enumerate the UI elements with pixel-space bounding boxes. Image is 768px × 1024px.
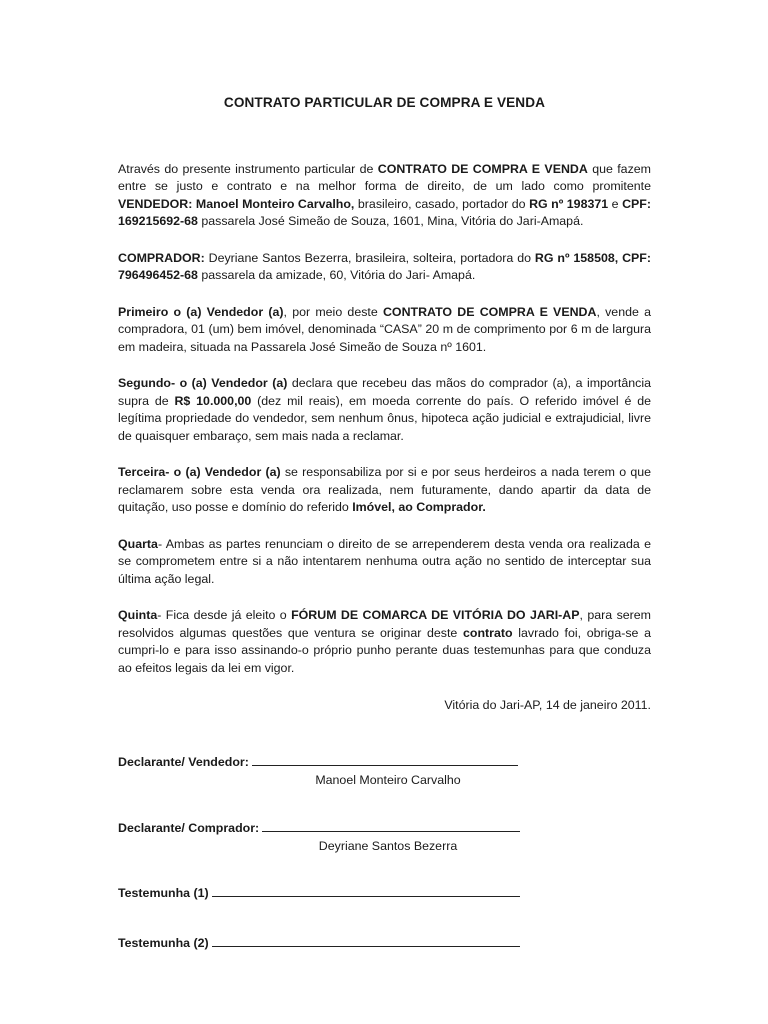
buyer-paragraph [118,250,651,285]
clause-heading: Primeiro o (a) Vendedor (a) [118,304,284,319]
contract-document [118,94,651,964]
intro-contract-type: CONTRATO DE COMPRA E VENDA [377,161,588,176]
witness2-signature-line [212,934,520,947]
buyer-signature-label: Declarante/ Comprador: [118,820,260,835]
seller-rg: RG nº 198371 [529,196,609,211]
seller-signature-label: Declarante/ Vendedor: [118,754,249,769]
clause-heading: Quarta [118,536,158,551]
clause-bold-text: Imóvel, ao Comprador. [352,500,486,514]
buyer-documents: RG nº 158508, CPF: 796496452-68 [118,250,651,282]
witness1-signature-label: Testemunha (1) [118,885,209,900]
price-amount: R$ 10.000,00 [174,393,252,408]
witness1-signature-block [118,884,651,934]
clause-heading: Terceira- o (a) Vendedor (a) [118,465,281,479]
witness2-signature-block [118,934,651,964]
clause-heading: Segundo- o (a) Vendedor (a) [118,376,288,390]
buyer-signature-block [118,819,651,884]
clause-second [118,375,651,445]
clause-heading: Quinta [118,608,158,622]
clause-fourth [118,536,651,589]
seller-cpf: CPF: 169215692-68 [118,196,652,228]
clause-text: , para serem resolvidos algumas questões que ventura se originar deste [118,608,651,640]
clause-text: lavrado foi, obriga-se a cumpri-lo e para isso assinando-o próprio punho perante duas testemunhas para que conduza ao efeitos legais da lei em vigor. [118,625,651,675]
clause-text: , por meio deste [283,304,383,319]
clause-text: declara que recebeu das mãos do comprador (a), a importância supra de [118,376,651,408]
forum-name: FÓRUM DE COMARCA DE VITÓRIA DO JARI-AP [291,608,580,622]
clause-bold-text: CONTRATO DE COMPRA E VENDA [382,304,597,319]
witness1-signature-line [212,884,520,897]
clause-text: , vende a compradora, 01 (um) bem imóvel, denominada “CASA” 20 m de comprimento por 6 m de largura em madeira, situada na Passarela José Simeão de Souza nº 1601. [118,304,651,354]
buyer-address: passarela da amizade, 60, Vitória do Jari- Amapá. [197,268,476,282]
buyer-label: COMPRADOR: [118,250,205,265]
intro-text: e [608,196,623,211]
intro-text: brasileiro, casado, portador do [354,196,530,211]
clause-third [118,464,651,517]
clause-fifth [118,607,651,677]
intro-paragraph [118,161,651,231]
intro-text: que fazem entre se justo e contrato e na melhor forma de direito, de um lado como promitente [118,161,651,193]
buyer-signature-name-row [118,838,521,856]
document-title: CONTRATO PARTICULAR DE COMPRA E VENDA [223,95,546,110]
buyer-text: Deyriane Santos Bezerra, brasileira, solteira, portadora do [204,250,535,265]
clause-text: - Ambas as partes renunciam o direito de se arrependerem desta venda ora realizada e se comprometem entre si a não intentarem nenhuma outra ação no sentido de interceptar sua última ação legal. [118,536,651,586]
seller-signature-name: Manoel Monteiro Carvalho [315,772,461,787]
clause-text: (dez mil reais), em moeda corrente do país. O referido imóvel é de legítima propriedade do vendedor, sem nenhum ônus, hipoteca ação judicial e extrajudicial, livre de quaisquer embaraço, sem mais nada a reclamar. [118,393,651,443]
seller-address: passarela José Simeão de Souza, 1601, Mina, Vitória do Jari-Amapá. [197,214,584,228]
seller-signature-name-row [118,772,521,790]
buyer-signature-name: Deyriane Santos Bezerra [318,838,458,853]
buyer-signature-line [262,819,520,832]
clause-text: se responsabiliza por si e por seus herdeiros a nada terem o que reclamarem sobre esta venda ora realizada, nem futuramente, dando apartir da data de quitação, uso posse e domínio do referido [118,465,651,514]
seller-name: VENDEDOR: Manoel Monteiro Carvalho, [118,196,355,211]
witness2-signature-label: Testemunha (2) [118,935,209,950]
clause-bold-text: contrato [463,625,513,640]
seller-signature-block [118,753,651,819]
clause-text: - Fica desde já eleito o [157,608,292,622]
date-location: Vitória do Jari-AP, 14 de janeiro 2011. [444,698,651,712]
clause-first [118,304,651,357]
intro-text: Através do presente instrumento particular de [118,161,378,176]
seller-signature-line [252,753,518,766]
